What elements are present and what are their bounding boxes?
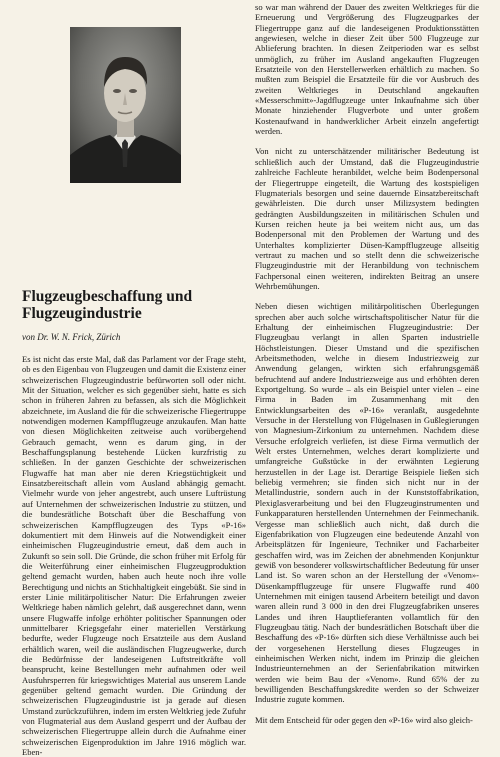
body-paragraph: Es ist nicht das erste Mal, daß das Parlament vor der Frage steht, ob es den Eigenbau von Flugzeugen und damit die Existenz einer schweizerischen Flugzeugindustrie befürworten soll oder nicht. Mit der Situation, welcher es sich gegenüber sieht, hatte es sich schon in früheren Jahren zu befassen, als sich die Möglichkeit abzeichnete, im Ausland die für die schweizerische Fliegertruppe notwendigen modernen Kampfflugzeuge anzukaufen. Man hatte von diesen Möglichkeiten zeitweise auch vorübergehend Gebrauch gemacht, wenn es darum ging, in der Beschaffungsplanung bestehende Lücken kurzfristig zu schließen. In der ganzen Geschichte der schweizerischen Flugwaffe hat man aber nie deren Kriegstüchtigkeit und Einsatzbereitschaft allein vom Ausland abhängig gemacht. Vielmehr wurde von jeher angestrebt, auch unsere Luftrüstung auf Unternehmen der schweizerischen Industrie zu stützen, und die bundesrätliche Botschaft über die Beschaffung von schweizerischen Kampfflugzeugen des Typs «P-16» dokumentiert mit dem Hinweis auf die Notwendigkeit einer einheimischen Flugzeugindustrie erneut, daß dem auch in Zukunft so sein soll. Die Gründe, die schon früher mit Erfolg für die Weiterführung einer einheimischen Flugzeugproduktion geltend gemacht wurden, haben auch heute noch ihre volle Berechtigung und nichts an Stichhaltigkeit eingebüßt. Sie sind in erster Linie militärpolitischer Natur: Die Erfahrungen zweier Weltkriege haben nämlich gelehrt, daß ausgerechnet dann, wenn unsere Flugwaffe infolge erhöhter politischer Spannungen oder unmittelbarer Kriegsgefahr einer materiellen Verstärkung bedurfte, weder Flugzeuge noch Ersatzteile aus dem Ausland erhältlich waren, weil die ausländischen Flugzeugwerke, durch die Bedürfnisse der landeseigenen Luftstreitkräfte voll beansprucht, keine Bestellungen mehr aufnahmen oder weil Ausfuhrsperren für kriegswichtiges Material aus unserem Lande gegenüber geltend gemacht wurden. Die Gründung der schweizerischen Flugzeugindustrie ist ja gerade auf diesen Umstand zurückzuführen, indem im ersten Weltkrieg jede Zufuhr von Flugmaterial aus dem Ausland gesperrt und der Aufbau der schweizerischen Fliegertruppe allein durch die Aufnahme einer schweizerischen Eigenproduktion im Jahre 1916 möglich war. Eben- (22, 354, 246, 757)
body-paragraph: Neben diesen wichtigen militärpolitischen Überlegungen sprechen aber auch solche wirtschaftspolitischer Natur für die Erhaltung der einheimischen Flugzeugindustrie: Der Flugzeugbau verlangt in allen Sparten industrielle Höchstleistungen. Dieser Umstand und die spezifischen Arbeitsmethoden, welche in diesem Industriezweig zur Anwendung gelangen, wirkten sich erfahrungsgemäß befruchtend auf andere Industriezweige aus und erhöhten deren Exportgeltung. So wurde – als ein Beispiel unter vielen – eine Firma in Baden im Zusammenhang mit den Entwicklungsarbeiten des «P-16» veranlaßt, ausgedehnte Versuche in der Herstellung von Flügelnasen in Gußlegierungen von Magnesium-Zirkonium zu unternehmen. Nachdem diese Versuche erfolgreich verliefen, ist diese Firma vermutlich der Welt erstes Unternehmen, welches derart komplizierte und umfangreiche Gußstücke in der erwähnten Legierung herzustellen in der Lage ist. Derartige Beispiele ließen sich beliebig vermehren; sie finden sich nicht nur in der Metallindustrie, sondern auch in der Kunststoffabrikation, Plexiglasverarbeitung und bei den Flugzeuginstrumenten und Funkapparaturen herstellenden Unternehmen der Feinmechanik. Vergesse man schließlich auch nicht, daß durch die Eigenfabrikation von Flugzeugen eine bedeutende Anzahl von Arbeitsplätzen für Ingenieure, Techniker und Facharbeiter geschaffen wird, was im Zeichen der abnehmenden Konjunktur gewiß von besonderer volkswirtschaftlicher Bedeutung für unser Land ist. So waren schon an der Herstellung der «Venom»-Düsenkampfflugzeuge für unsere Flugwaffe rund 400 Unternehmen mit einigen tausend Arbeitern beteiligt und davon waren allein rund 3 000 in den drei Flugzeugfabriken unseres Landes und ihren Hauptlieferanten vollamtlich für den Flugzeugbau tätig. Nach der bundesrätlichen Botschaft über die Beschaffung des «P-16» dürften sich diese Verhältnisse auch bei der vorgesehenen Herstellung dieses Flugzeuges in einheimischen Werken nicht, indem im Prinzip die gleichen Industrieunternehmen an der Serienfabrikation mitwirken werden wie beim Bau der «Venom». Rund 65% der zu bewilligenden Beschaffungskredite werden so der Schweizer Industrie zugute kommen. (255, 301, 479, 705)
author-portrait-photo (70, 27, 181, 183)
body-paragraph: Mit dem Entscheid für oder gegen den «P-16» wird also gleich- (255, 714, 473, 725)
article-byline: von Dr. W. N. Frick, Zürich (22, 332, 121, 342)
body-paragraph: Von nicht zu unterschätzender militärischer Bedeutung ist schließlich auch der Umstand, daß die Flugzeugindustrie zahlreiche Fachleute heranbildet, welche beim Bodenpersonal der Fliegertruppe eingeteilt, die Wartung des kostspieligen Flugmaterials besorgen und seine dauernde Einsatzbereitschaft gewährleisten. Die durch unser Milizsystem bedingten gedrängten Ausbildungszeiten in militärischen Schulen und Kursen reichen heute ja bei weitem nicht aus, um das Bodenpersonal mit den Problemen der Wartung und des Unterhaltes komplizierter Düsen-Kampfflugzeuge allseitig vertraut zu machen und so stellt denn die schweizerische Flugzeugindustrie mit der Heranbildung von technischem Fachpersonal einen weiteren, indirekten Beitrag an unsere Wehrbemühungen. (255, 146, 479, 291)
body-paragraph: so war man während der Dauer des zweiten Weltkrieges für die Erneuerung und Vergrößerung des Flugzeugparkes der Fliegertruppe ganz auf die landeseigenen Produktionsstätten angewiesen, welche in dieser Zeit über 500 Flugzeuge zur Ablieferung brachten. In diesen Zeitperioden war es selbst unmöglich, zu früher im Ausland angekauften Flugzeugen Ersatzteile von den Herstellerwerken erhältlich zu machen. So mußten zum Beispiel die Ersatzteile für die vor Ausbruch des zweiten Weltkrieges in Deutschland angekauften «Messerschmitt»-Jagdflugzeuge unter Inkaufnahme sich über Monate hinziehender Flugverbote und unter großem Kostenaufwand in handwerklicher Arbeit einzeln angefertigt werden. (255, 2, 479, 137)
article-title: Flugzeugbeschaffung und Flugzeugindustrie (22, 288, 193, 322)
right-text-column (255, 2, 479, 725)
left-text-column (22, 354, 246, 757)
portrait-image (70, 27, 181, 183)
